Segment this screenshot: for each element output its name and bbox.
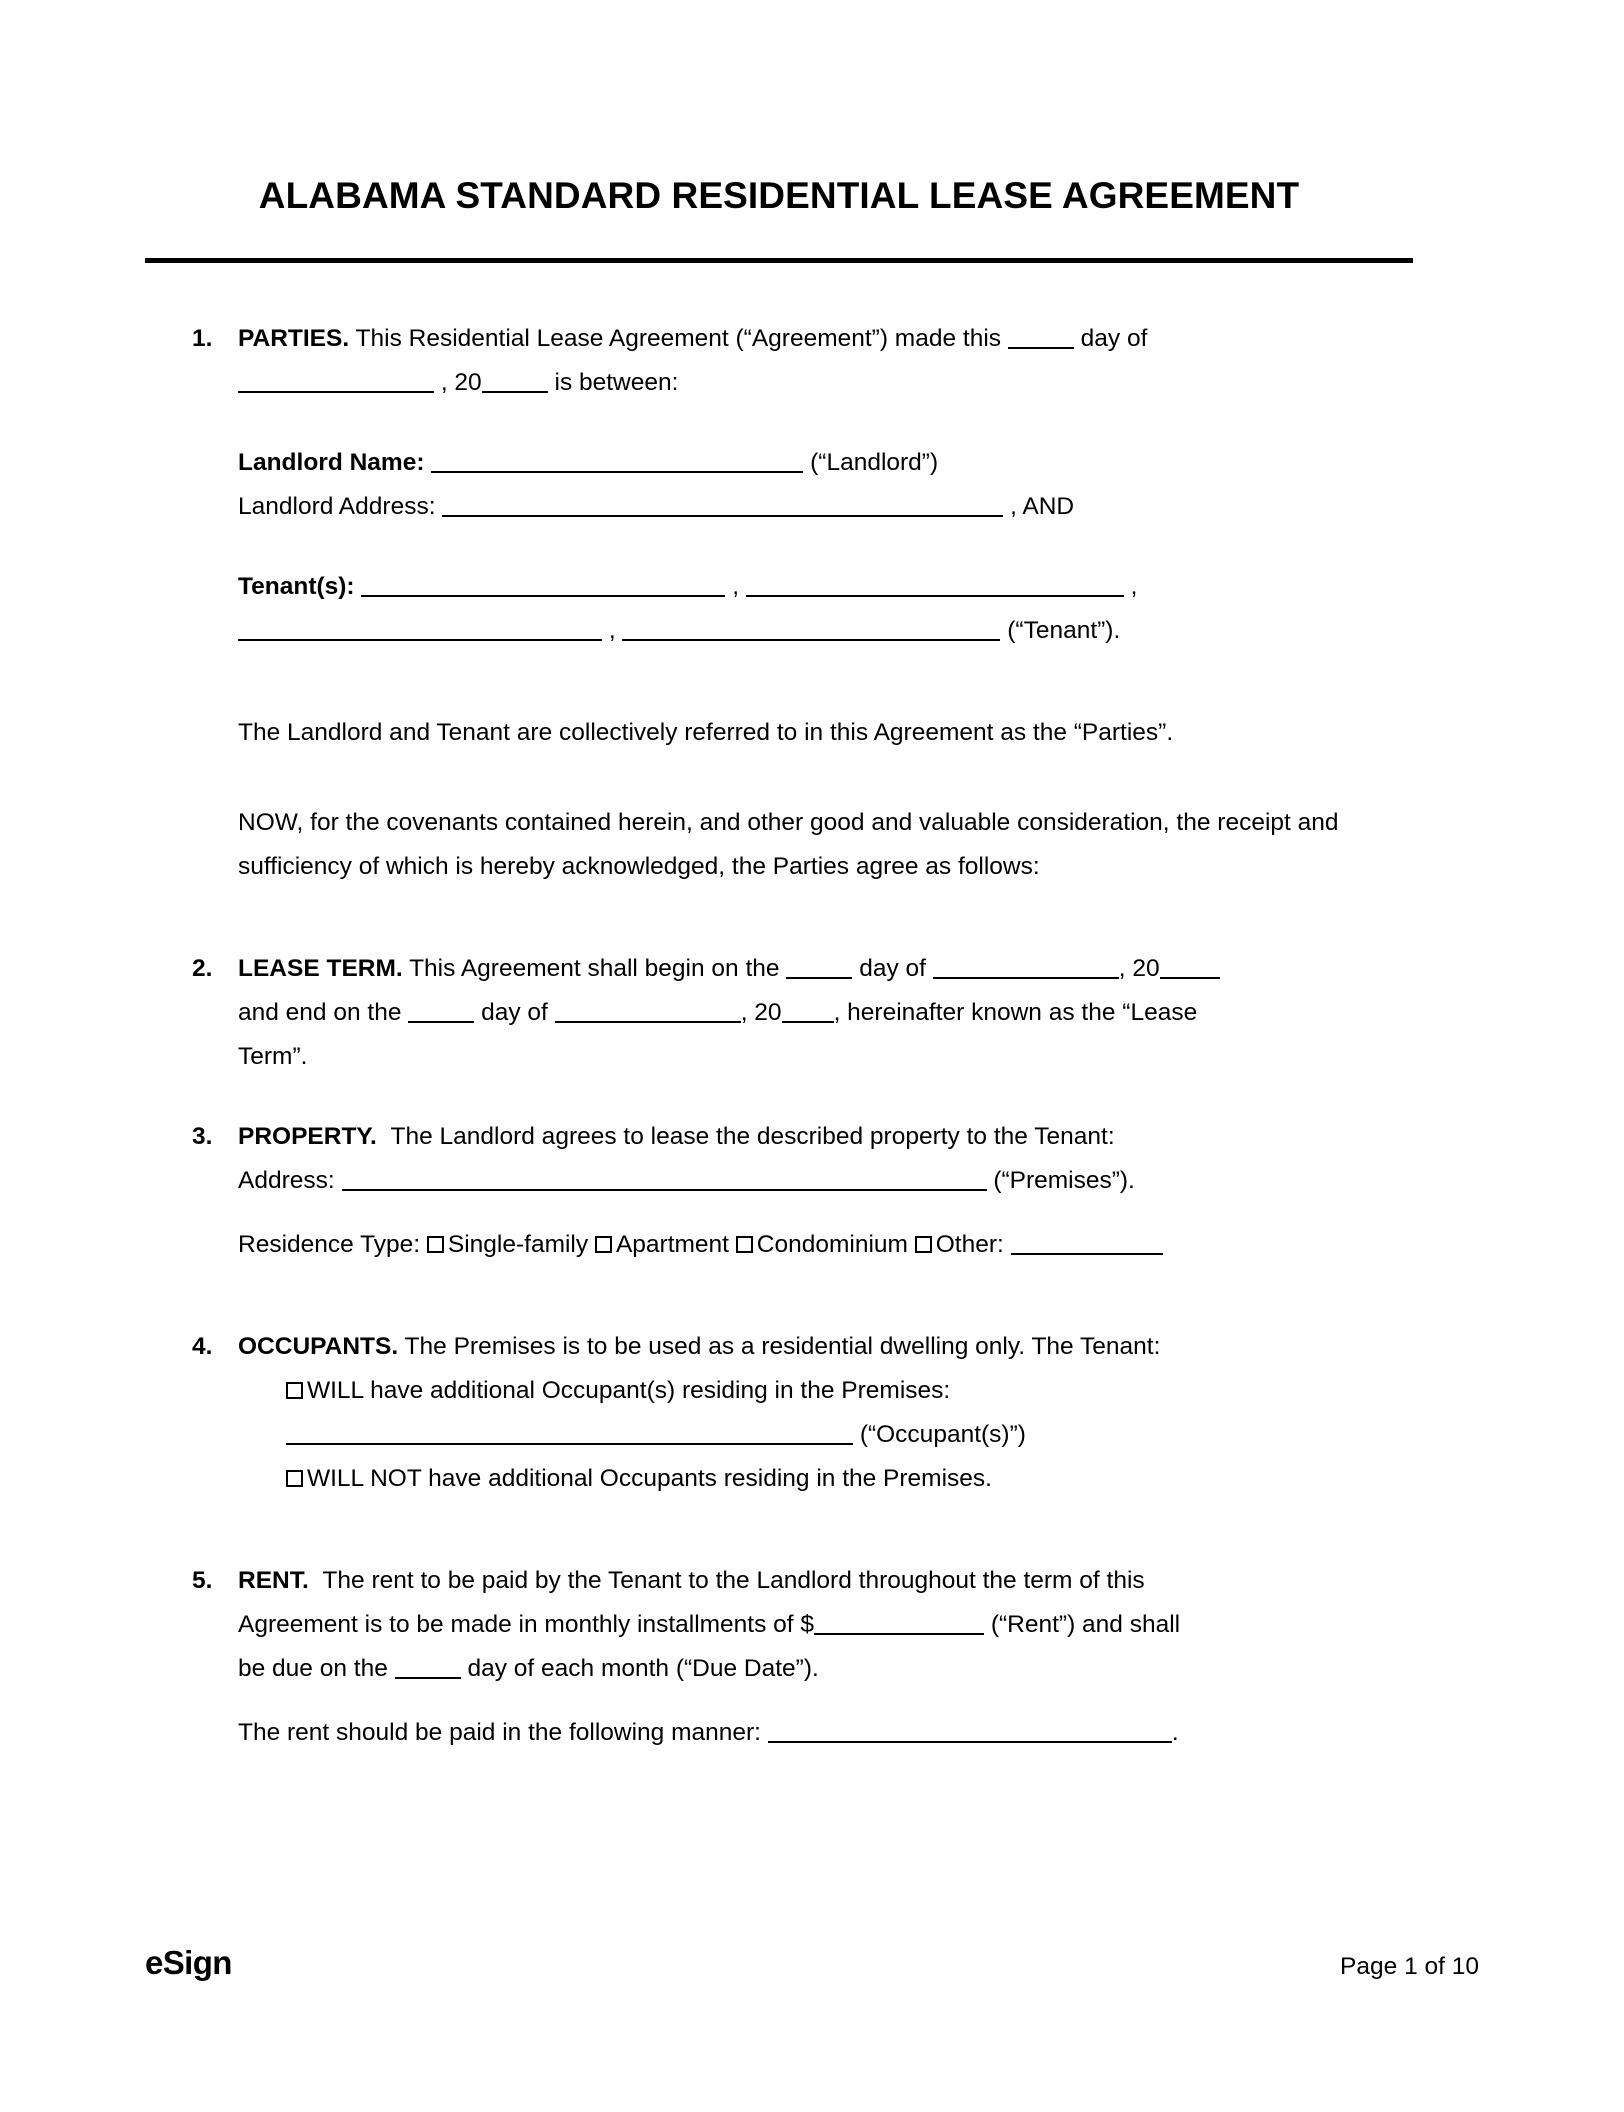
page-number: Page 1 of 10 — [1340, 1953, 1479, 1980]
property-intro-text: The Landlord agrees to lease the described property to the Tenant: — [390, 1122, 1115, 1150]
occupants-will-text: WILL have additional Occupant(s) residing in the Premises: — [307, 1376, 951, 1404]
rent-text-1: The rent to be paid by the Tenant to the Landlord throughout the term of this — [322, 1566, 1145, 1594]
landlord-name-line — [238, 441, 1413, 485]
occupants-will-not-text: WILL NOT have additional Occupants residing in the Premises. — [307, 1464, 992, 1492]
section-parties — [145, 317, 1413, 889]
occupants-will-line — [238, 1369, 1413, 1413]
lease-end-text-c: , 20 — [740, 998, 782, 1026]
tenant-separator-2: , — [1130, 572, 1138, 600]
landlord-address-suffix: , AND — [1010, 492, 1075, 520]
spacer — [238, 755, 1413, 801]
checkbox-other[interactable] — [915, 1236, 932, 1253]
section-property — [145, 1115, 1413, 1267]
spacer — [238, 653, 1413, 711]
lease-term-text-c: , 20 — [1118, 954, 1160, 982]
section-lease-term — [145, 947, 1413, 1079]
section-occupants — [145, 1325, 1413, 1501]
residence-option-other: Other: — [935, 1230, 1004, 1258]
now-paragraph: NOW, for the covenants contained herein, and other good and valuable consideration, the receipt and sufficiency of which is hereby acknowledged, the Parties agree as follows: — [238, 808, 1339, 880]
rent-manner-period: . — [1171, 1718, 1179, 1746]
lease-end-year-blank[interactable] — [782, 1001, 834, 1023]
parties-collective-paragraph: The Landlord and Tenant are collectively referred to in this Agreement as the “Parties”. — [238, 718, 1174, 746]
section-number-2: 2. — [192, 954, 213, 982]
parties-line-2 — [238, 361, 1413, 405]
occupants-names-line — [238, 1413, 1413, 1457]
parties-text-b: day of — [1080, 324, 1148, 352]
section-heading-parties: PARTIES. — [238, 324, 350, 352]
page-footer — [145, 1944, 1479, 1982]
lease-term-text-a: This Agreement shall begin on the — [409, 954, 780, 982]
occupants-intro-line — [238, 1325, 1413, 1369]
rent-line-1 — [238, 1559, 1413, 1603]
lease-term-text-b: day of — [859, 954, 926, 982]
tenants-line-1 — [238, 565, 1413, 609]
checkbox-single-family[interactable] — [427, 1236, 444, 1253]
rent-line-2 — [238, 1603, 1413, 1647]
rent-text-2a: Agreement is to be made in monthly installments of $ — [238, 1610, 815, 1638]
property-address-label: Address: — [238, 1166, 335, 1194]
property-address-suffix: (“Premises”). — [993, 1166, 1135, 1194]
spacer — [238, 405, 1413, 441]
parties-day-blank[interactable] — [1008, 327, 1074, 349]
landlord-address-line — [238, 485, 1413, 529]
rent-manner-label: The rent should be paid in the following manner: — [238, 1718, 761, 1746]
spacer — [238, 1691, 1413, 1711]
residence-other-blank[interactable] — [1011, 1233, 1163, 1255]
title-divider — [145, 258, 1413, 263]
page-title: ALABAMA STANDARD RESIDENTIAL LEASE AGREEMENT — [258, 175, 1300, 216]
lease-begin-month-blank[interactable] — [933, 957, 1119, 979]
landlord-address-label: Landlord Address: — [238, 492, 436, 520]
lease-begin-day-blank[interactable] — [786, 957, 852, 979]
parties-between-text: is between: — [554, 368, 679, 396]
rent-text-3b: day of each month (“Due Date”). — [467, 1654, 819, 1682]
tenant-blank-1[interactable] — [361, 575, 725, 597]
property-intro-line — [238, 1115, 1413, 1159]
spacer — [238, 1203, 1413, 1223]
residence-type-label: Residence Type: — [238, 1230, 421, 1258]
lease-term-line-1 — [238, 947, 1413, 991]
spacer — [145, 1079, 1413, 1115]
spacer — [145, 271, 1413, 317]
tenant-separator-1: , — [732, 572, 740, 600]
occupants-will-not-line — [238, 1457, 1413, 1501]
landlord-name-label: Landlord Name: — [238, 448, 425, 476]
rent-due-day-blank[interactable] — [395, 1657, 461, 1679]
tenants-line-2 — [238, 609, 1413, 653]
rent-text-3a: be due on the — [238, 1654, 388, 1682]
residence-option-apartment: Apartment — [615, 1230, 729, 1258]
lease-end-day-blank[interactable] — [408, 1001, 474, 1023]
parties-text-a: This Residential Lease Agreement (“Agreement”) made this — [355, 324, 1002, 352]
section-heading-property: PROPERTY. — [238, 1122, 377, 1150]
checkbox-apartment[interactable] — [595, 1236, 612, 1253]
tenant-separator-3: , — [608, 616, 616, 644]
property-address-line — [238, 1159, 1413, 1203]
tenant-suffix: (“Tenant”). — [1007, 616, 1121, 644]
residence-option-condominium: Condominium — [756, 1230, 908, 1258]
rent-manner-blank[interactable] — [768, 1721, 1172, 1743]
occupants-intro-text: The Premises is to be used as a residential dwelling only. The Tenant: — [404, 1332, 1161, 1360]
landlord-address-blank[interactable] — [442, 495, 1003, 517]
lease-begin-year-blank[interactable] — [1160, 957, 1220, 979]
residence-option-single-family: Single-family — [447, 1230, 589, 1258]
occupants-suffix: (“Occupant(s)”) — [859, 1420, 1026, 1448]
rent-line-4 — [238, 1711, 1413, 1755]
tenant-blank-2[interactable] — [746, 575, 1124, 597]
tenant-blank-4[interactable] — [622, 619, 1000, 641]
section-heading-lease-term: LEASE TERM. — [238, 954, 403, 982]
parties-month-blank[interactable] — [238, 371, 434, 393]
section-number-5: 5. — [192, 1566, 213, 1594]
checkbox-condominium[interactable] — [736, 1236, 753, 1253]
section-rent — [145, 1559, 1413, 1755]
parties-year-blank[interactable] — [482, 371, 548, 393]
rent-amount-blank[interactable] — [814, 1613, 984, 1635]
checkbox-will-have-occupants[interactable] — [286, 1382, 303, 1399]
document-content — [145, 0, 1413, 1755]
spacer — [145, 1267, 1413, 1325]
esign-logo: eSign — [145, 1944, 232, 1981]
lease-term-line-2 — [238, 991, 1413, 1035]
section-number-3: 3. — [192, 1122, 213, 1150]
parties-line-1 — [238, 317, 1413, 361]
landlord-name-blank[interactable] — [431, 451, 803, 473]
occupants-names-blank[interactable] — [286, 1423, 853, 1445]
lease-end-text-b: day of — [481, 998, 548, 1026]
landlord-name-suffix: (“Landlord”) — [810, 448, 939, 476]
rent-line-3 — [238, 1647, 1413, 1691]
residence-type-line — [238, 1223, 1413, 1267]
spacer — [238, 529, 1413, 565]
parties-year-prefix: , 20 — [440, 368, 482, 396]
spacer — [145, 1501, 1413, 1559]
section-number-4: 4. — [192, 1332, 213, 1360]
spacer — [145, 889, 1413, 947]
checkbox-will-not-have-occupants[interactable] — [286, 1470, 303, 1487]
section-heading-occupants: OCCUPANTS. — [238, 1332, 399, 1360]
tenant-blank-3[interactable] — [238, 619, 602, 641]
property-address-blank[interactable] — [342, 1169, 987, 1191]
lease-end-month-blank[interactable] — [555, 1001, 741, 1023]
lease-end-text-a: and end on the — [238, 998, 402, 1026]
rent-text-2b: (“Rent”) and shall — [990, 1610, 1181, 1638]
section-number-1: 1. — [192, 324, 213, 352]
section-heading-rent: RENT. — [238, 1566, 309, 1594]
tenants-label: Tenant(s): — [238, 572, 355, 600]
lease-end-text-d: , hereinafter known as the “Lease — [833, 998, 1198, 1026]
lease-term-line-3: Term”. — [238, 1042, 308, 1070]
